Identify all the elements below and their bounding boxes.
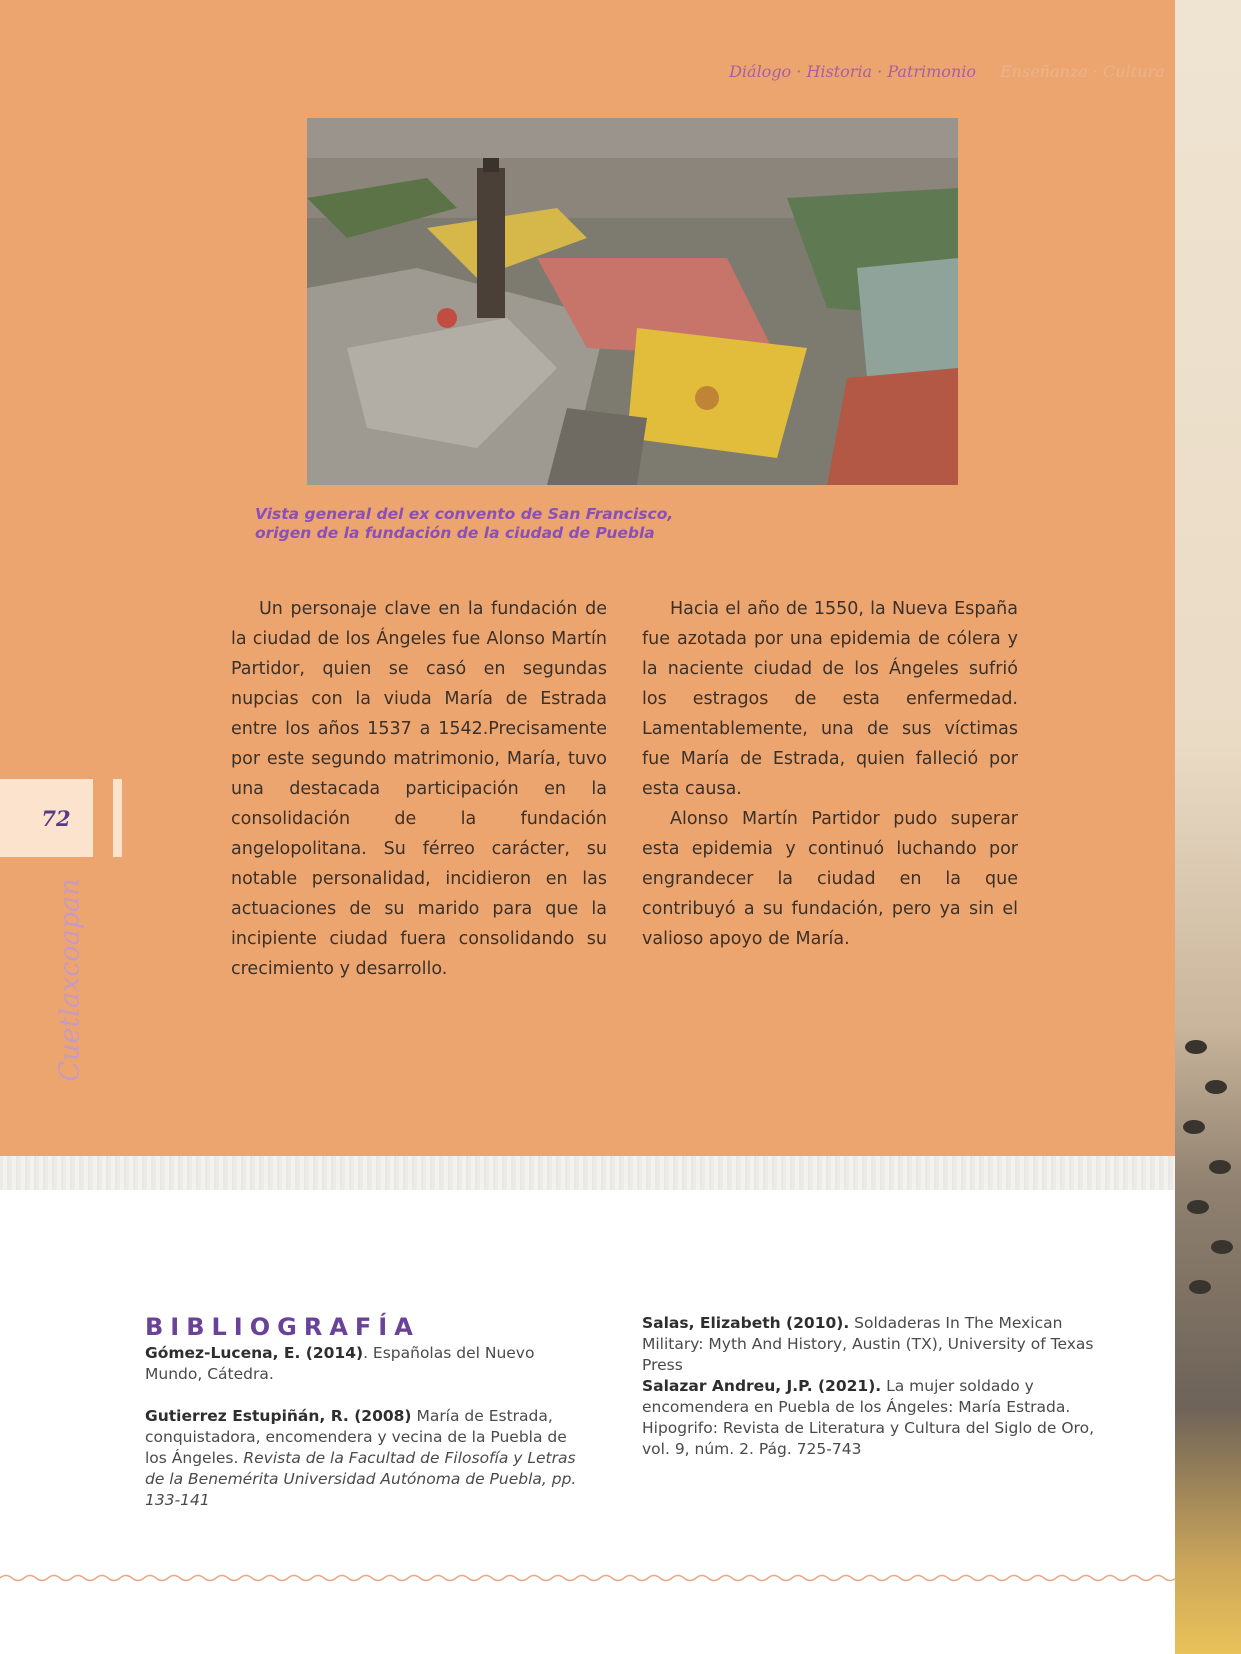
ref-text: María de Estrada, conquistadora, encomendera y vecina de la Puebla de los Ángeles.: [145, 1407, 567, 1467]
page-number: 72: [41, 805, 71, 831]
article-column-right: [642, 594, 1018, 954]
section-header-faded: Enseñanza · Cultura: [1000, 62, 1165, 81]
ref-author: Salas, Elizabeth (2010).: [642, 1314, 850, 1332]
bibliography-entry: [145, 1406, 580, 1511]
section-header: Diálogo · Historia · Patrimonio: [729, 62, 976, 81]
ref-text: . Españolas del Nuevo Mundo, Cátedra.: [145, 1344, 535, 1383]
bibliography-entry: [642, 1376, 1112, 1460]
caption-line-1: Vista general del ex convento de San Francisco,: [255, 505, 674, 523]
ref-journal: Revista de la Facultad de Filosofía y Letras de la Benemérita Universidad Autónoma de Puebla, pp. 133-141: [145, 1449, 577, 1509]
magazine-vertical-title: Cuetlaxcoapan: [54, 878, 86, 1082]
paragraph: Un personaje clave en la fundación de la ciudad de los Ángeles fue Alonso Martín Partidor, quien se casó en segundas nupcias con la viuda María de Estrada entre los años 1537 a 1542.Precisamente por este segundo matrimonio, María, tuvo una destacada participación en la consolidación de la fundación angelopolitana. Su férreo carácter, su notable personalidad, incidieron en las actuaciones de su marido para que la incipiente ciudad fuera consolidando su crecimiento y desarrollo.: [231, 599, 607, 979]
ref-text: La mujer soldado y encomendera en Puebla de los Ángeles: María Estrada. Hipogrifo: Revista de Literatura y Cultura del Siglo de Oro, vol. 9, núm. 2. Pág. 725-743: [642, 1377, 1094, 1458]
caption-line-2: origen de la fundación de la ciudad de Puebla: [255, 524, 655, 542]
bibliography-entry: [642, 1313, 1112, 1376]
convent-aerial-photo: [307, 118, 958, 485]
ref-text: Soldaderas In The Mexican Military: Myth And History, Austin (TX), University of Texas Press: [642, 1314, 1094, 1374]
bibliography-entry: [145, 1343, 575, 1385]
page-tab-accent: [113, 779, 122, 857]
ref-author: Gutierrez Estupiñán, R. (2008): [145, 1407, 412, 1425]
ref-author: Salazar Andreu, J.P. (2021).: [642, 1377, 882, 1395]
aerial-city-illustration: [307, 118, 958, 485]
paragraph: Hacia el año de 1550, la Nueva España fue azotada por una epidemia de cólera y la naciente ciudad de los Ángeles sufrió los estragos de esta enfermedad. Lamentablemente, una de sus víctimas fue María de Estrada, quien falleció por esta causa.: [642, 599, 1018, 799]
photo-caption: [255, 505, 675, 543]
article-column-left: [231, 594, 607, 984]
adjacent-page-photo: [1175, 0, 1241, 1654]
ref-author: Gómez-Lucena, E. (2014): [145, 1344, 364, 1362]
decorative-wave-divider: [0, 1572, 1175, 1584]
bibliography-heading: BIBLIOGRAFÍA: [145, 1313, 420, 1341]
paragraph: Alonso Martín Partidor pudo superar esta epidemia y continuó luchando por engrandecer la ciudad en la que contribuyó a su fundación, pero ya sin el valioso apoyo de María.: [642, 809, 1018, 949]
paper-texture-strip: [0, 1156, 1175, 1190]
